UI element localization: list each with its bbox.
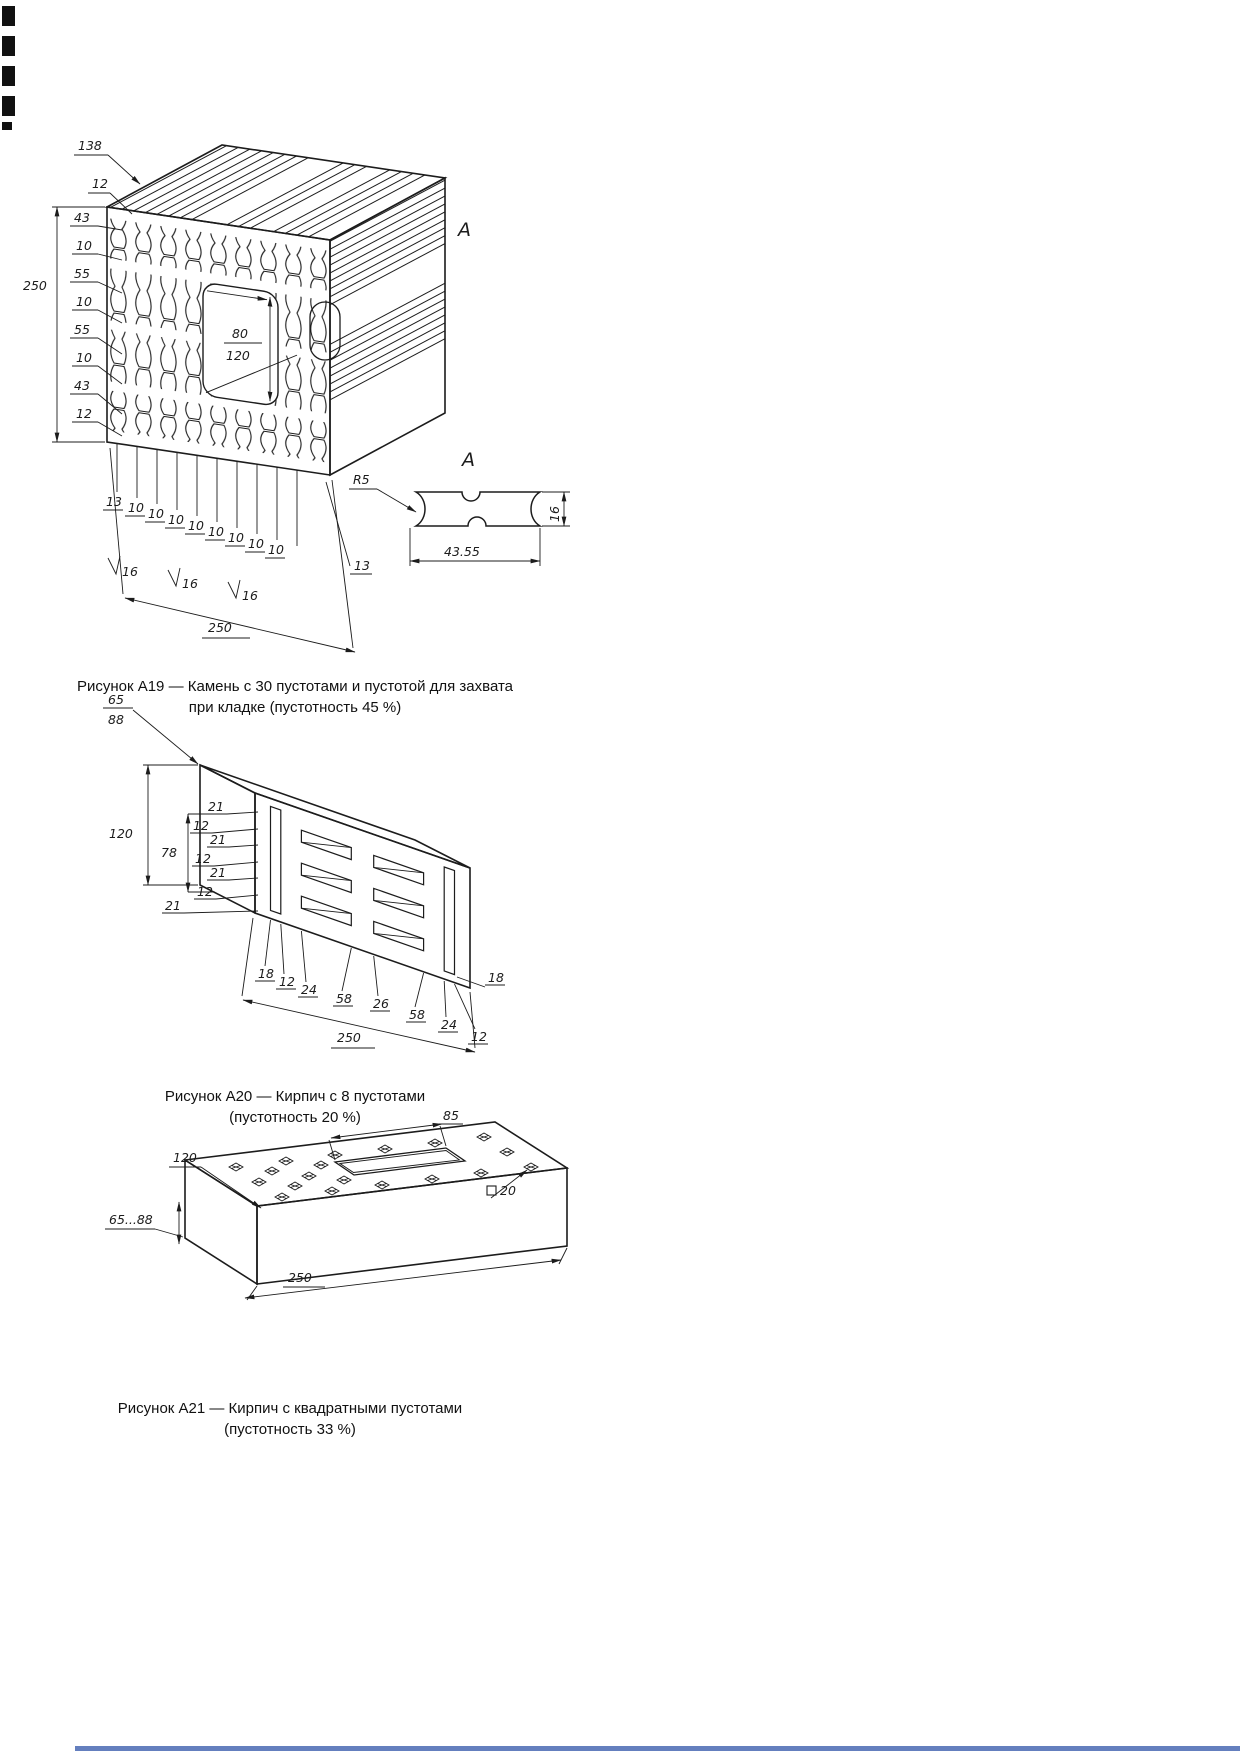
dim-label: 85 — [443, 1108, 459, 1123]
a19-height-dim — [23, 207, 105, 442]
dim-label: 16 — [182, 576, 198, 591]
dim-label: 250 — [208, 620, 232, 635]
figure-a19-drawing — [10, 130, 590, 675]
a19-grip-void — [203, 282, 278, 406]
scan-bottom-bar — [75, 1746, 1240, 1751]
dim-label: 120 — [109, 826, 133, 841]
dim-label: 21 — [165, 898, 181, 913]
caption-a21 — [30, 1398, 550, 1440]
dim-label: 43 — [74, 210, 90, 225]
dim-label: 12 — [471, 1029, 487, 1044]
dim-label: 12 — [195, 851, 211, 866]
dim-label: 12 — [76, 406, 92, 421]
dim-label: 10 — [248, 536, 264, 551]
dim-label: 10 — [168, 512, 184, 527]
dim-label: 12 — [92, 176, 108, 191]
view-a-label: A — [458, 219, 471, 241]
dim-label: 88 — [108, 712, 124, 727]
dim-label: 10 — [76, 350, 92, 365]
a20-slot — [444, 867, 454, 975]
dim-label: 18 — [488, 970, 504, 985]
figure-a21-drawing — [95, 1040, 575, 1340]
dim-label: 24 — [441, 1017, 457, 1032]
dim-label: 65 — [108, 692, 124, 707]
caption-a21-line2: (пустотность 33 %) — [224, 1421, 356, 1438]
dim-label: 16 — [122, 564, 138, 579]
dim-label: 10 — [188, 518, 204, 533]
dim-label: 18 — [258, 966, 274, 981]
a19-length-dim — [110, 448, 355, 652]
dim-label: 20 — [500, 1183, 516, 1198]
dim-label: 43.55 — [444, 544, 480, 559]
dim-label: 55 — [74, 322, 90, 337]
dim-label: 65...88 — [109, 1212, 153, 1227]
caption-a20-line1: Рисунок А20 — Кирпич с 8 пустотами — [164, 1088, 426, 1105]
scan-artifact — [2, 122, 12, 130]
dim-label: 120 — [226, 348, 250, 363]
a21-grip-channel — [335, 1148, 465, 1175]
dim-label: 10 — [228, 530, 244, 545]
a21-thickness-dim — [105, 1202, 183, 1244]
dim-label: R5 — [353, 472, 370, 487]
dim-label: 250 — [23, 278, 47, 293]
dim-label: 21 — [210, 865, 226, 880]
dim-label: 55 — [74, 266, 90, 281]
scan-artifact — [2, 6, 15, 26]
dim-label: 26 — [373, 996, 389, 1011]
scan-artifact — [2, 96, 15, 116]
dim-label: 250 — [337, 1030, 361, 1045]
dim-label: 10 — [208, 524, 224, 539]
a20-brick-body — [200, 765, 470, 988]
a20-width-dim — [109, 765, 198, 885]
dim-label: 43 — [74, 378, 90, 393]
dim-label: 13 — [354, 558, 370, 573]
caption-a21-line1: Рисунок А21 — Кирпич с квадратными пустотами — [117, 1400, 463, 1417]
caption-a20-line2: (пустотность 20 %) — [229, 1109, 361, 1126]
caption-a19-line2: при кладке (пустотность 45 %) — [188, 699, 402, 716]
a19-detail-a — [349, 449, 570, 566]
dim-label: 58 — [409, 1007, 425, 1022]
a19-detail-profile — [416, 492, 540, 526]
dim-label: 58 — [336, 991, 352, 1006]
dim-label: 78 — [161, 845, 177, 860]
dim-label: 21 — [208, 799, 224, 814]
a19-bottom-stack — [103, 482, 372, 603]
dim-label: 138 — [78, 138, 102, 153]
dim-label: 10 — [128, 500, 144, 515]
a20-slot — [271, 806, 281, 914]
a21-square-size-dim — [487, 1170, 527, 1198]
dim-label: 250 — [288, 1270, 312, 1285]
dim-label: 10 — [76, 294, 92, 309]
square-symbol — [487, 1186, 496, 1195]
caption-a19-line1: Рисунок А19 — Камень с 30 пустотами и пустотой для захвата — [76, 678, 514, 695]
dim-label: 120 — [173, 1150, 197, 1165]
dim-label: 12 — [193, 818, 209, 833]
dim-label: 24 — [301, 982, 317, 997]
figure-a20-drawing — [95, 680, 555, 1065]
dim-label: 21 — [210, 832, 226, 847]
dim-label: 10 — [76, 238, 92, 253]
dim-label: 12 — [279, 974, 295, 989]
dim-label: 12 — [197, 884, 213, 899]
a21-brick-body — [185, 1122, 567, 1284]
dim-label: 10 — [268, 542, 284, 557]
dim-label: 16 — [242, 588, 258, 603]
dim-label: 16 — [547, 506, 562, 522]
detail-a-label: A — [462, 449, 475, 471]
a21-length-dim — [245, 1248, 567, 1300]
scan-artifact — [2, 66, 15, 86]
dim-label: 80 — [232, 326, 248, 341]
dim-label: 13 — [106, 494, 122, 509]
a20-bottom-stack — [255, 920, 505, 1044]
scan-artifact — [2, 36, 15, 56]
a19-brick-body — [107, 145, 445, 475]
a20-thickness-dim — [103, 692, 198, 764]
dim-label: 10 — [148, 506, 164, 521]
